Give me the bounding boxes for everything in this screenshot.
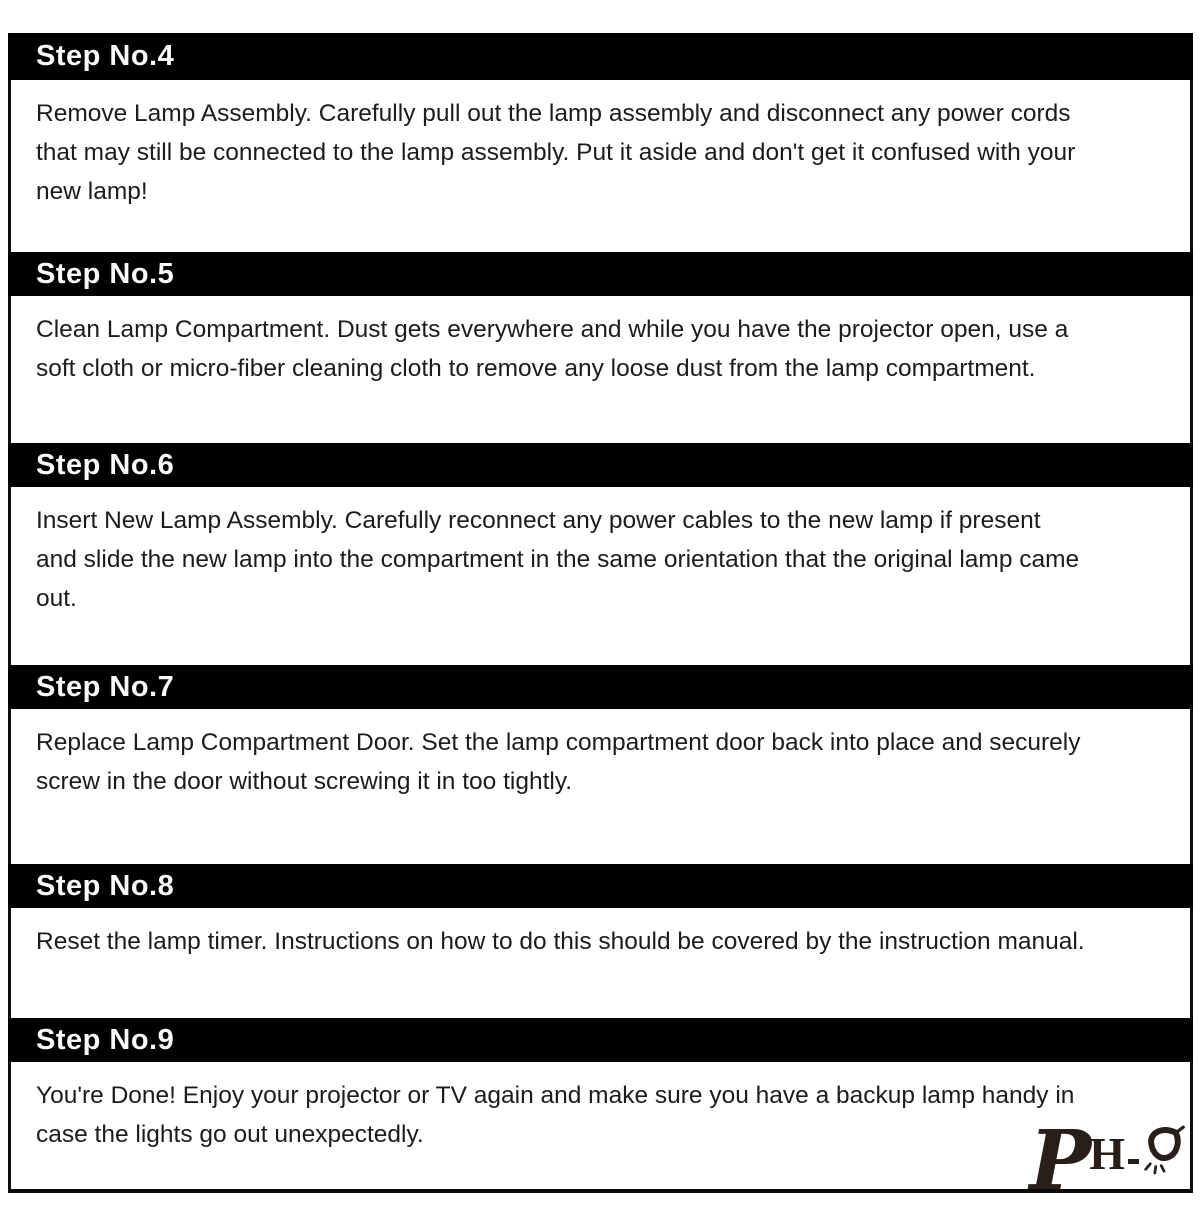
step-9-header [8, 1018, 1193, 1062]
step-7-header [8, 665, 1193, 709]
step-4-body [8, 80, 1193, 252]
step-7-body [8, 709, 1193, 864]
step-8-body [8, 908, 1193, 1018]
step-8-title: Step No.8 [36, 869, 175, 902]
step-4-header [8, 33, 1193, 80]
step-5-header [8, 252, 1193, 296]
step-6-text-line: Insert New Lamp Assembly. Carefully reconnect any power cables to the new lamp if present [36, 507, 1041, 534]
pho-brand-logo [1029, 1112, 1186, 1209]
instruction-sheet [8, 33, 1193, 1209]
lamp-icon [1142, 1125, 1186, 1177]
step-6-text-line: out. [36, 585, 77, 612]
logo-hyphen [1128, 1159, 1139, 1164]
step-4-text-line: Remove Lamp Assembly. Carefully pull out the lamp assembly and disconnect any power cords [36, 100, 1071, 127]
step-6-title: Step No.6 [36, 448, 175, 481]
step-4-text-line: that may still be connected to the lamp assembly. Put it aside and don't get it confused with your [36, 139, 1076, 166]
step-9-body [8, 1062, 1193, 1209]
logo-suffix [1089, 1128, 1186, 1180]
logo-letter-h: H [1089, 1128, 1125, 1180]
step-5-title: Step No.5 [36, 257, 175, 290]
step-5-text-line: Clean Lamp Compartment. Dust gets everywhere and while you have the projector open, use a [36, 316, 1069, 343]
step-6-header [8, 443, 1193, 487]
step-9-text-line: case the lights go out unexpectedly. [36, 1121, 424, 1148]
step-9-title: Step No.9 [36, 1023, 175, 1056]
step-7-title: Step No.7 [36, 670, 175, 703]
step-4-title: Step No.4 [36, 40, 175, 72]
step-6-body [8, 487, 1193, 665]
step-4-text-line: new lamp! [36, 178, 148, 205]
step-7-text-line: Replace Lamp Compartment Door. Set the lamp compartment door back into place and securely [36, 729, 1081, 756]
step-8-header [8, 864, 1193, 908]
step-7-text-line: screw in the door without screwing it in too tightly. [36, 768, 573, 795]
step-9-text-line: You're Done! Enjoy your projector or TV again and make sure you have a backup lamp handy in [36, 1082, 1075, 1109]
step-6-text-line: and slide the new lamp into the compartment in the same orientation that the original lamp came [36, 546, 1080, 573]
logo-letter-p: P [1029, 1112, 1090, 1209]
step-5-text-line: soft cloth or micro-fiber cleaning cloth to remove any loose dust from the lamp compartment. [36, 355, 1036, 382]
step-8-text-line: Reset the lamp timer. Instructions on how to do this should be covered by the instruction manual. [36, 928, 1085, 955]
step-5-body [8, 296, 1193, 443]
